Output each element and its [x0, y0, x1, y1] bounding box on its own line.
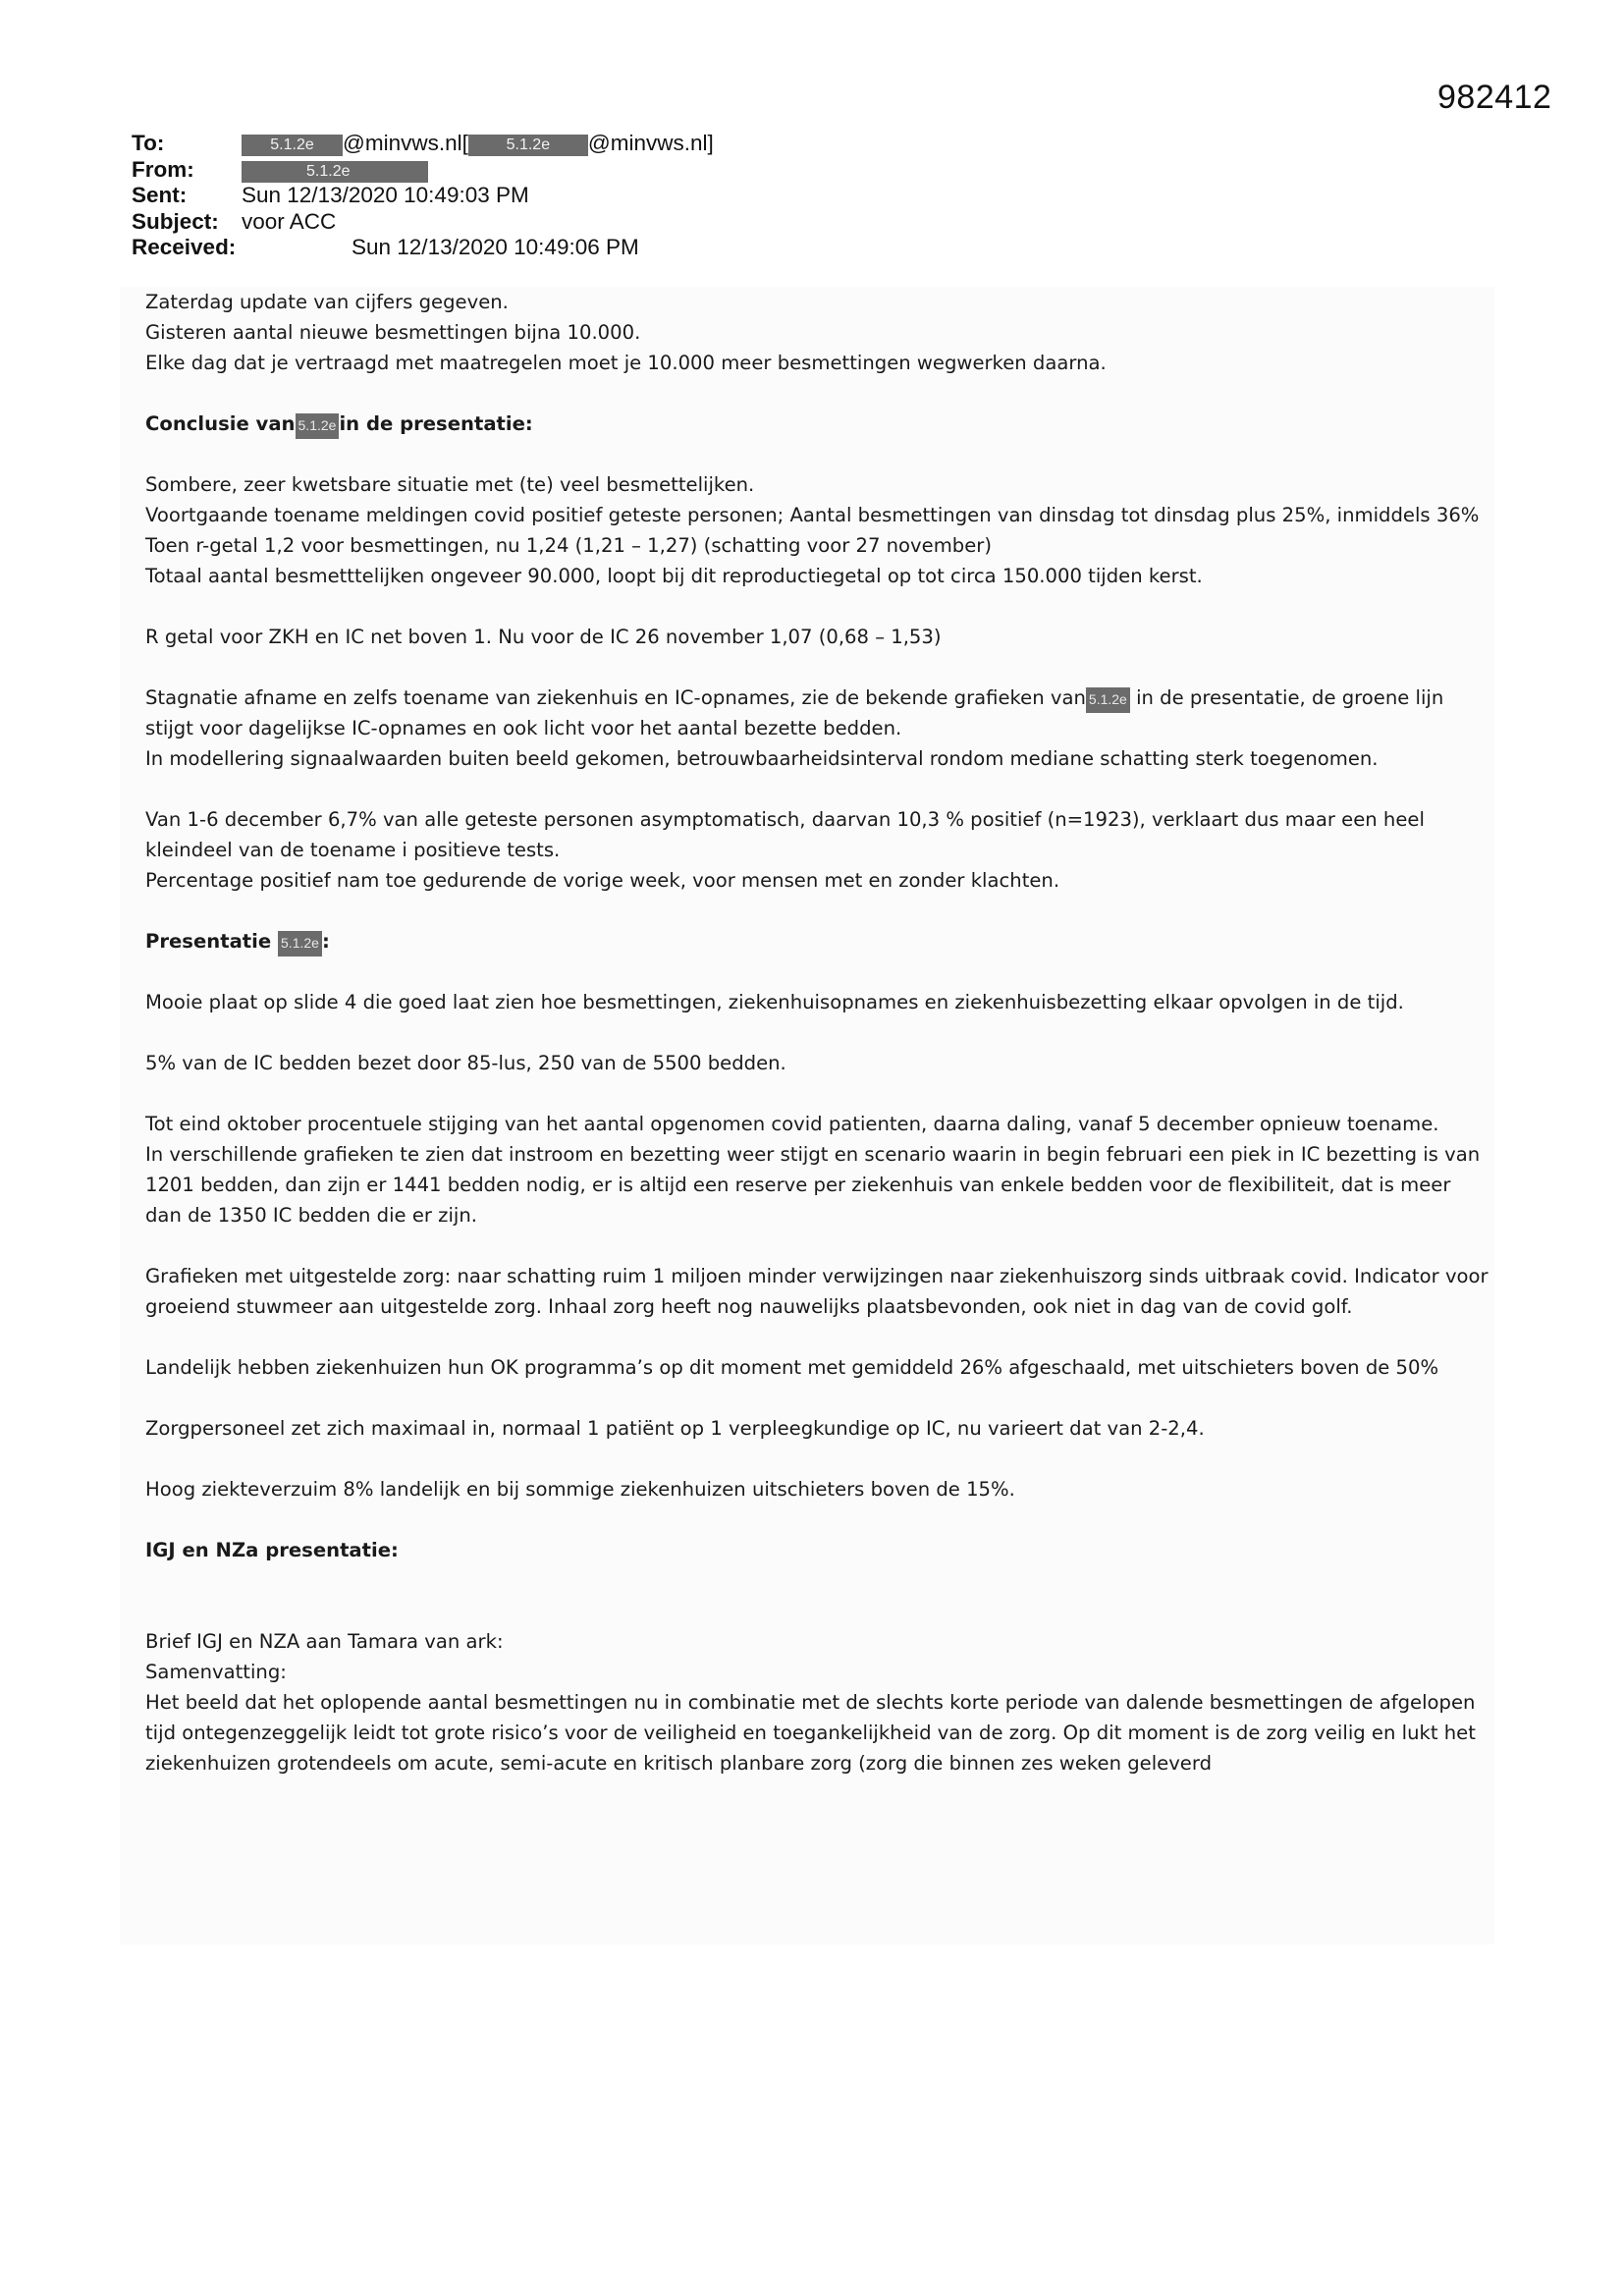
- body-line: Totaal aantal besmetttelijken ongeveer 90.000, loopt bij dit reproductiegetal op tot circa 150.000 tijden kerst.: [145, 565, 1203, 587]
- from-value: [242, 157, 428, 184]
- body-line: Tot eind oktober procentuele stijging van het aantal opgenomen covid patienten, daarna daling, vanaf 5 december opnieuw toename.: [145, 1113, 1439, 1135]
- body-line: Voortgaande toename meldingen covid positief geteste personen; Aantal besmettingen van dinsdag tot dinsdag plus 25%, inmiddels 36%: [145, 504, 1480, 526]
- paragraph-text: Stagnatie afname en zelfs toename van ziekenhuis en IC-opnames, zie de bekende grafieken van: [145, 686, 1086, 709]
- body-line: Landelijk hebben ziekenhuizen hun OK programma’s op dit moment met gemiddeld 26% afgeschaald, met uitschieters boven de 50%: [145, 1356, 1439, 1379]
- redaction-box: 5.1.2e: [1086, 687, 1130, 713]
- body-line: Toen r-getal 1,2 voor besmettingen, nu 1,24 (1,21 – 1,27) (schatting voor 27 november): [145, 534, 992, 557]
- body-line: In verschillende grafieken te zien dat instroom en bezetting weer stijgt en scenario waarin in begin februari een piek in IC bezetting is van 1201 bedden, dan zijn er 1441 bedden nodig, er is altijd een reserve per ziekenhuis van enkele bedden voor de flexibiliteit, dat is meer dan de 1350 IC bedden die er zijn.: [145, 1143, 1481, 1227]
- email-body: [120, 287, 1494, 1944]
- body-line: Samenvatting:: [145, 1661, 287, 1683]
- paragraph-text: in de presentatie, de groene lijn stijgt voor dagelijkse IC-opnames en ook licht voor het aantal bezette bedden.: [145, 686, 1444, 739]
- from-label: From:: [132, 156, 194, 182]
- body-line: Grafieken met uitgestelde zorg: naar schatting ruim 1 miljoen minder verwijzingen naar ziekenhuiszorg sinds uitbraak covid. Indicator voor groeiend stuwmeer aan uitgestelde zorg. Inhaal zorg heeft nog nauwelijks plaatsbevonden, ook niet in dag van de covid golf.: [145, 1265, 1489, 1318]
- body-line: R getal voor ZKH en IC net boven 1. Nu voor de IC 26 november 1,07 (0,68 – 1,53): [145, 626, 942, 648]
- body-line: Zorgpersoneel zet zich maximaal in, normaal 1 patiënt op 1 verpleegkundige op IC, nu varieert dat van 2-2,4.: [145, 1417, 1205, 1440]
- to-value: [242, 131, 714, 157]
- subject-label: Subject:: [132, 208, 219, 234]
- body-line: Brief IGJ en NZA aan Tamara van ark:: [145, 1630, 504, 1653]
- body-line: In modellering signaalwaarden buiten beeld gekomen, betrouwbaarheidsinterval rondom mediane schatting sterk toegenomen.: [145, 747, 1379, 770]
- body-line: Percentage positief nam toe gedurende de vorige week, voor mensen met en zonder klachten.: [145, 869, 1060, 892]
- heading-text: Conclusie van: [145, 412, 296, 435]
- received-label: Received:: [132, 235, 237, 259]
- email-body-text: [145, 287, 1490, 1778]
- to-domain-1: @minvws.nl[: [343, 131, 468, 155]
- body-line: Zaterdag update van cijfers gegeven.: [145, 291, 509, 313]
- to-label: To:: [132, 131, 165, 155]
- body-line: Het beeld dat het oplopende aantal besmettingen nu in combinatie met de slechts korte periode van dalende besmettingen de afgelopen tijd ontegenzeggelijk leidt tot grote risico’s voor de veiligheid en toegankelijkheid van de zorg. Op dit moment is de zorg veilig en lukt het ziekenhuizen grotendeels om acute, semi-acute en kritisch planbare zorg (zorg die binnen zes weken geleverd: [145, 1691, 1476, 1775]
- presentatie-heading: [145, 926, 1490, 957]
- body-line: Gisteren aantal nieuwe besmettingen bijna 10.000.: [145, 321, 641, 344]
- conclusie-heading: [145, 409, 1490, 439]
- redaction-box: 5.1.2e: [242, 161, 428, 183]
- sent-value: Sun 12/13/2020 10:49:03 PM: [242, 183, 529, 207]
- subject-value: voor ACC: [242, 208, 337, 234]
- stagnatie-paragraph: [145, 683, 1490, 743]
- heading-text: Presentatie: [145, 930, 272, 953]
- received-value: Sun 12/13/2020 10:49:06 PM: [352, 235, 639, 259]
- redaction-box: 5.1.2e: [296, 413, 340, 439]
- heading-text: in de presentatie:: [339, 412, 533, 435]
- body-line: Mooie plaat op slide 4 die goed laat zien hoe besmettingen, ziekenhuisopnames en ziekenhuisbezetting elkaar opvolgen in de tijd.: [145, 991, 1404, 1013]
- body-line: Sombere, zeer kwetsbare situatie met (te) veel besmettelijken.: [145, 473, 755, 496]
- body-line: 5% van de IC bedden bezet door 85-lus, 250 van de 5500 bedden.: [145, 1052, 786, 1074]
- document-number: 982412: [1437, 79, 1552, 116]
- sent-label: Sent:: [132, 183, 188, 207]
- redaction-box: 5.1.2e: [242, 135, 343, 156]
- redaction-box: 5.1.2e: [468, 135, 588, 156]
- to-domain-2: @minvws.nl]: [587, 131, 714, 155]
- redaction-box: 5.1.2e: [278, 931, 322, 957]
- body-line: Van 1-6 december 6,7% van alle geteste personen asymptomatisch, daarvan 10,3 % positief (n=1923), verklaart dus maar een heel kleindeel van de toename i positieve tests.: [145, 808, 1425, 861]
- heading-text: :: [321, 930, 330, 953]
- body-line: Hoog ziekteverzuim 8% landelijk en bij sommige ziekenhuizen uitschieters boven de 15%.: [145, 1478, 1015, 1501]
- igj-heading: IGJ en NZa presentatie:: [145, 1539, 399, 1561]
- body-line: Elke dag dat je vertraagd met maatregelen moet je 10.000 meer besmettingen wegwerken daarna.: [145, 352, 1107, 374]
